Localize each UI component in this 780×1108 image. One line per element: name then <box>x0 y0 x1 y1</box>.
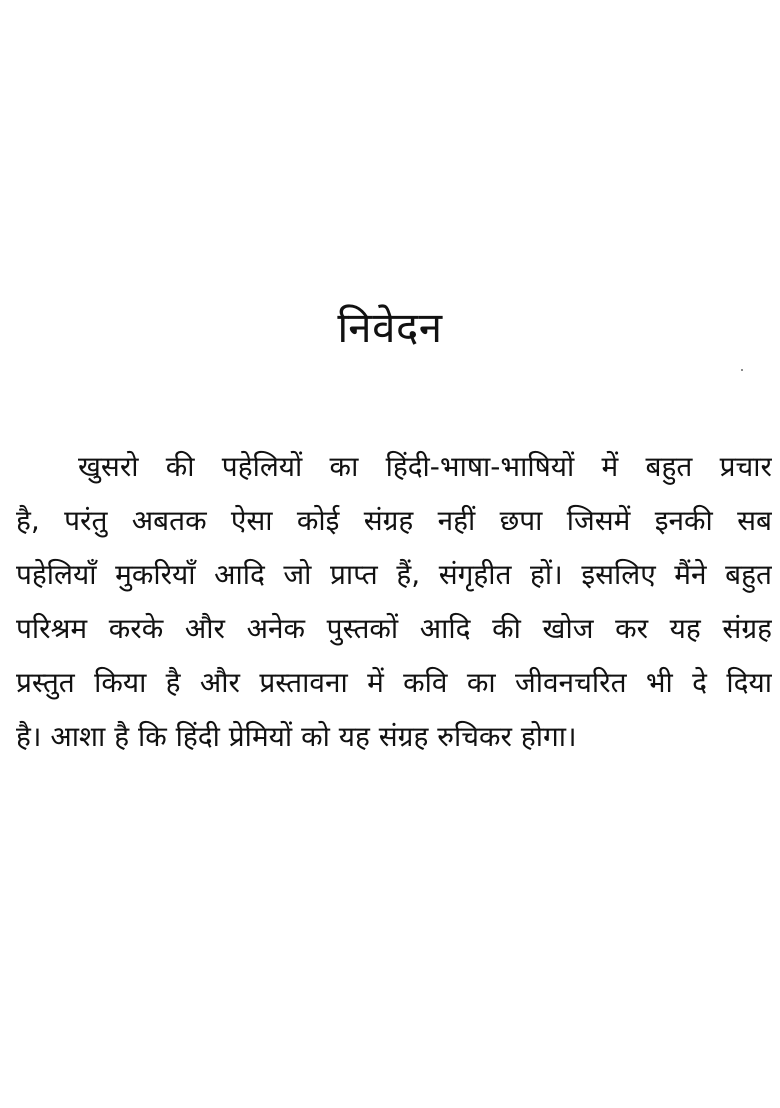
page-title: निवेदन <box>337 303 443 352</box>
paragraph-line: प्रस्तुत किया है और प्रस्तावना में कवि का जीवनचरित भी दे दिया <box>16 666 772 699</box>
paragraph-line: खुसरो की पहेलियों का हिंदी-भाषा-भाषियों में बहुत प्रचार <box>78 450 772 483</box>
paragraph-line: है, परंतु अबतक ऐसा कोई संग्रह नहीं छपा जिसमें इनकी सब <box>16 504 772 537</box>
paragraph-line: पहेलियाँ मुकरियाँ आदि जो प्राप्त हैं, संगृहीत हों। इसलिए मैंने बहुत <box>16 558 772 591</box>
scan-speck <box>741 369 743 371</box>
paragraph-line: है। आशा है कि हिंदी प्रेमियों को यह संग्रह रुचिकर होगा। <box>16 720 577 753</box>
paragraph-line: परिश्रम करके और अनेक पुस्तकों आदि की खोज कर यह संग्रह <box>16 612 772 645</box>
body-paragraph <box>16 440 772 764</box>
